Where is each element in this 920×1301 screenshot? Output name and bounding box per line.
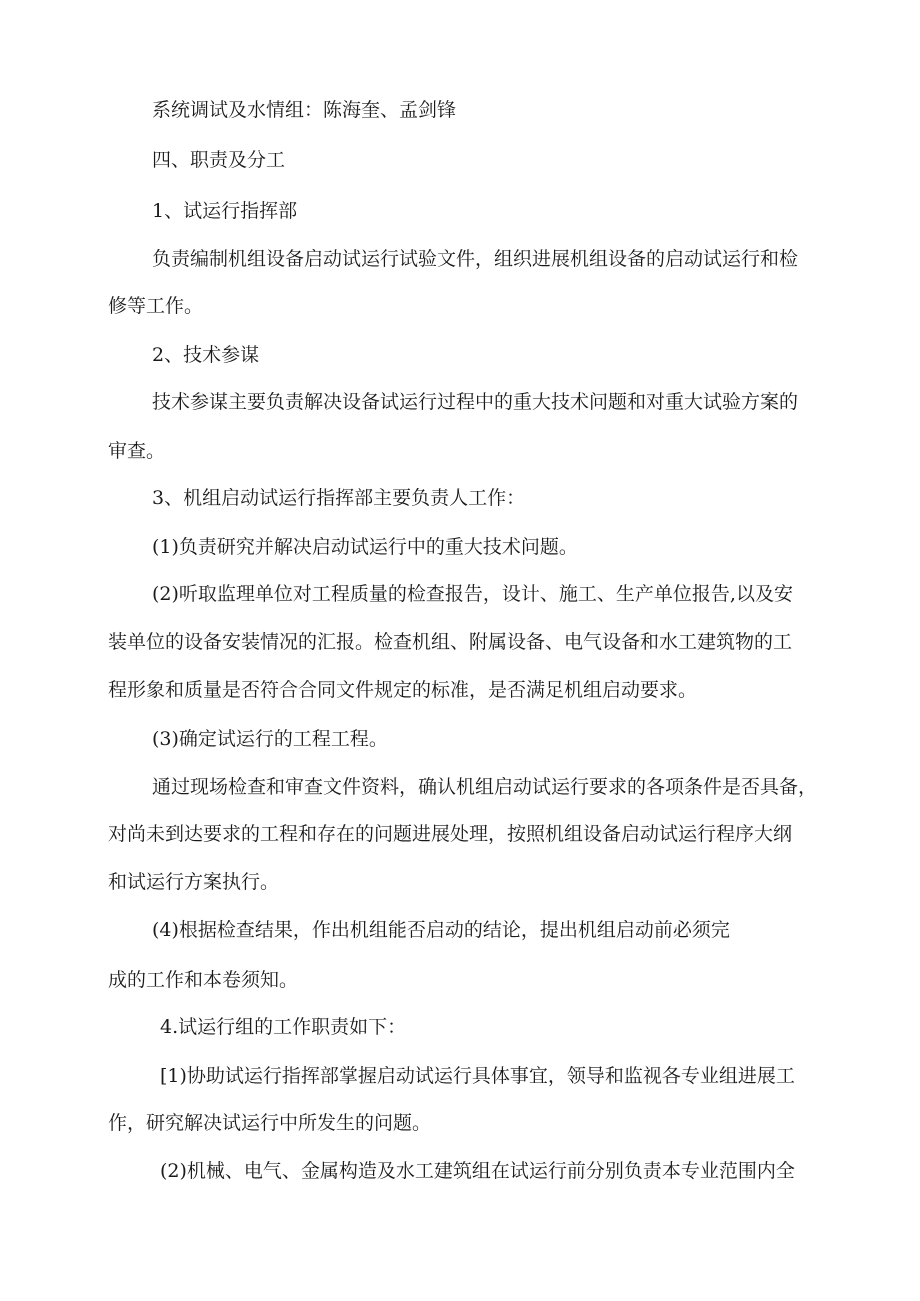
- paragraph-line: 修等工作。: [108, 295, 204, 317]
- list-item-line: [1)协助试运行指挥部掌握启动试运行具体事宜，领导和监视各专业组进展工: [160, 1065, 795, 1087]
- paragraph-line: 负责编制机组设备启动试运行试验文件，组织进展机组设备的启动试运行和检: [152, 248, 799, 270]
- list-item-line: (2)听取监理单位对工程质量的检查报告，设计、施工、生产单位报告,以及安: [152, 583, 793, 605]
- paragraph-line: 审查。: [108, 440, 166, 462]
- list-item-line: (2)机械、电气、金属构造及水工建筑组在试运行前分别负责本专业范围内全: [160, 1160, 795, 1182]
- paragraph-line: 对尚未到达要求的工程和存在的问题进展处理，按照机组设备启动试运行程序大纲: [108, 823, 793, 845]
- section-heading-duties: 四、职责及分工: [152, 149, 286, 171]
- paragraph-line: 和试运行方案执行。: [108, 871, 280, 893]
- paragraph-line: 成的工作和本卷须知。: [108, 969, 299, 991]
- team-member-line: 系统调试及水情组：陈海奎、孟剑锋: [152, 99, 457, 121]
- paragraph-line: 作，研究解决试运行中所发生的问题。: [108, 1112, 432, 1134]
- subheading-tech-staff: 2、技术参谋: [152, 344, 260, 366]
- paragraph-line: 程形象和质量是否符合合同文件规定的标准，是否满足机组启动要求。: [108, 679, 698, 701]
- paragraph-line: 装单位的设备安装情况的汇报。检查机组、附属设备、电气设备和水工建筑物的工: [108, 631, 793, 653]
- subheading-team-duties: 4.试运行组的工作职责如下：: [160, 1016, 407, 1038]
- paragraph-line: 通过现场检查和审查文件资料，确认机组启动试运行要求的各项条件是否具备，: [152, 776, 818, 798]
- subheading-leader-work: 3、机组启动试运行指挥部主要负责人工作：: [152, 487, 526, 509]
- list-item-line: (3)确定试运行的工程工程。: [152, 728, 388, 750]
- subheading-command: 1、试运行指挥部: [152, 200, 298, 222]
- list-item-line: (4)根据检查结果，作出机组能否启动的结论，提出机组启动前必须完: [152, 919, 730, 941]
- paragraph-line: 技术参谋主要负责解决设备试运行过程中的重大技术问题和对重大试验方案的: [152, 391, 799, 413]
- list-item-line: (1)负责研究并解决启动试运行中的重大技术问题。: [152, 536, 578, 558]
